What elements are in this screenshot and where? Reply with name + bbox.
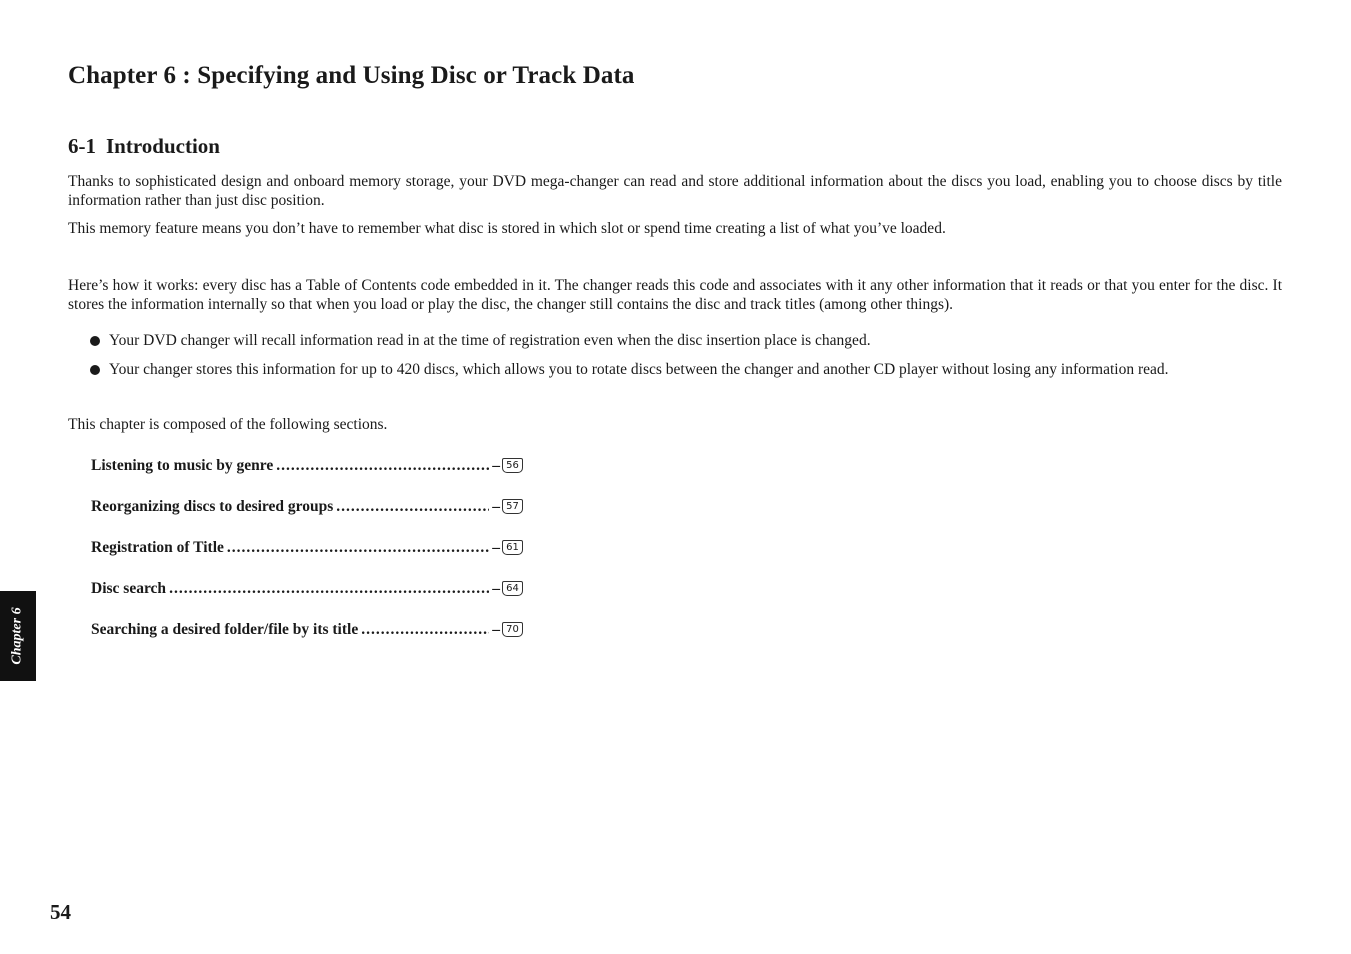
toc-entry-label: Listening to music by genre [91, 457, 274, 474]
bullet-text: Your changer stores this information for up to 420 discs, which allows you to rotate discs between the changer and another CD player without losing any information read. [109, 361, 1169, 378]
bullet-item [90, 331, 1169, 350]
intro-paragraph-1: Thanks to sophisticated design and onboard memory storage, your DVD mega-changer can read and store additional information about the discs you load, enabling you to choose discs by title information rather than just disc position. [68, 173, 1282, 209]
toc-arrow: – [492, 457, 500, 474]
toc-arrow: – [492, 621, 500, 638]
section-heading [68, 134, 220, 159]
toc-dot-leader [169, 579, 489, 598]
intro-paragraph-3: Here’s how it works: every disc has a Table of Contents code embedded in it. The changer reads this code and associates with it any other information that it reads or that you enter for the disc. It stores the information internally so that when you load or play the disc, the changer still contains the disc and track titles (among other things). [68, 277, 1282, 313]
toc-dot-leader [227, 538, 489, 557]
page-reference-icon[interactable]: 57 [502, 499, 523, 514]
bullet-text: Your DVD changer will recall information read in at the time of registration even when the disc insertion place is changed. [109, 332, 871, 349]
chapter-title: Chapter 6 : Specifying and Using Disc or Track Data [68, 62, 635, 89]
page-reference-icon[interactable]: 61 [502, 540, 523, 555]
toc-entry-groups[interactable] [91, 497, 523, 538]
toc-entry-registration[interactable] [91, 538, 523, 579]
table-of-contents [91, 456, 523, 661]
section-number: 6-1 [68, 134, 96, 158]
toc-entry-label: Registration of Title [91, 539, 224, 556]
toc-entry-folder-search[interactable] [91, 620, 523, 661]
toc-arrow: – [492, 498, 500, 515]
toc-entry-label: Disc search [91, 580, 167, 597]
bullet-dot-icon [90, 365, 100, 375]
page-number: 54 [50, 900, 71, 924]
chapter-side-tab [0, 591, 36, 681]
sections-intro: This chapter is composed of the following sections. [68, 416, 388, 433]
section-title: Introduction [106, 134, 220, 158]
feature-bullet-list [90, 331, 1169, 389]
side-tab-label: Chapter 6 [10, 607, 25, 665]
toc-dot-leader [276, 456, 489, 475]
toc-entry-label: Searching a desired folder/file by its title [91, 621, 359, 638]
bullet-item [90, 360, 1169, 379]
intro-paragraph-2: This memory feature means you don’t have to remember what disc is stored in which slot or spend time creating a list of what you’ve loaded. [68, 220, 946, 237]
page-reference-icon[interactable]: 64 [502, 581, 523, 596]
toc-arrow: – [492, 539, 500, 556]
page-reference-icon[interactable]: 56 [502, 458, 523, 473]
page-reference-icon[interactable]: 70 [502, 622, 523, 637]
toc-entry-label: Reorganizing discs to desired groups [91, 498, 334, 515]
toc-dot-leader [336, 497, 489, 516]
bullet-dot-icon [90, 336, 100, 346]
toc-dot-leader [361, 620, 489, 639]
toc-entry-disc-search[interactable] [91, 579, 523, 620]
toc-entry-genre[interactable] [91, 456, 523, 497]
toc-arrow: – [492, 580, 500, 597]
